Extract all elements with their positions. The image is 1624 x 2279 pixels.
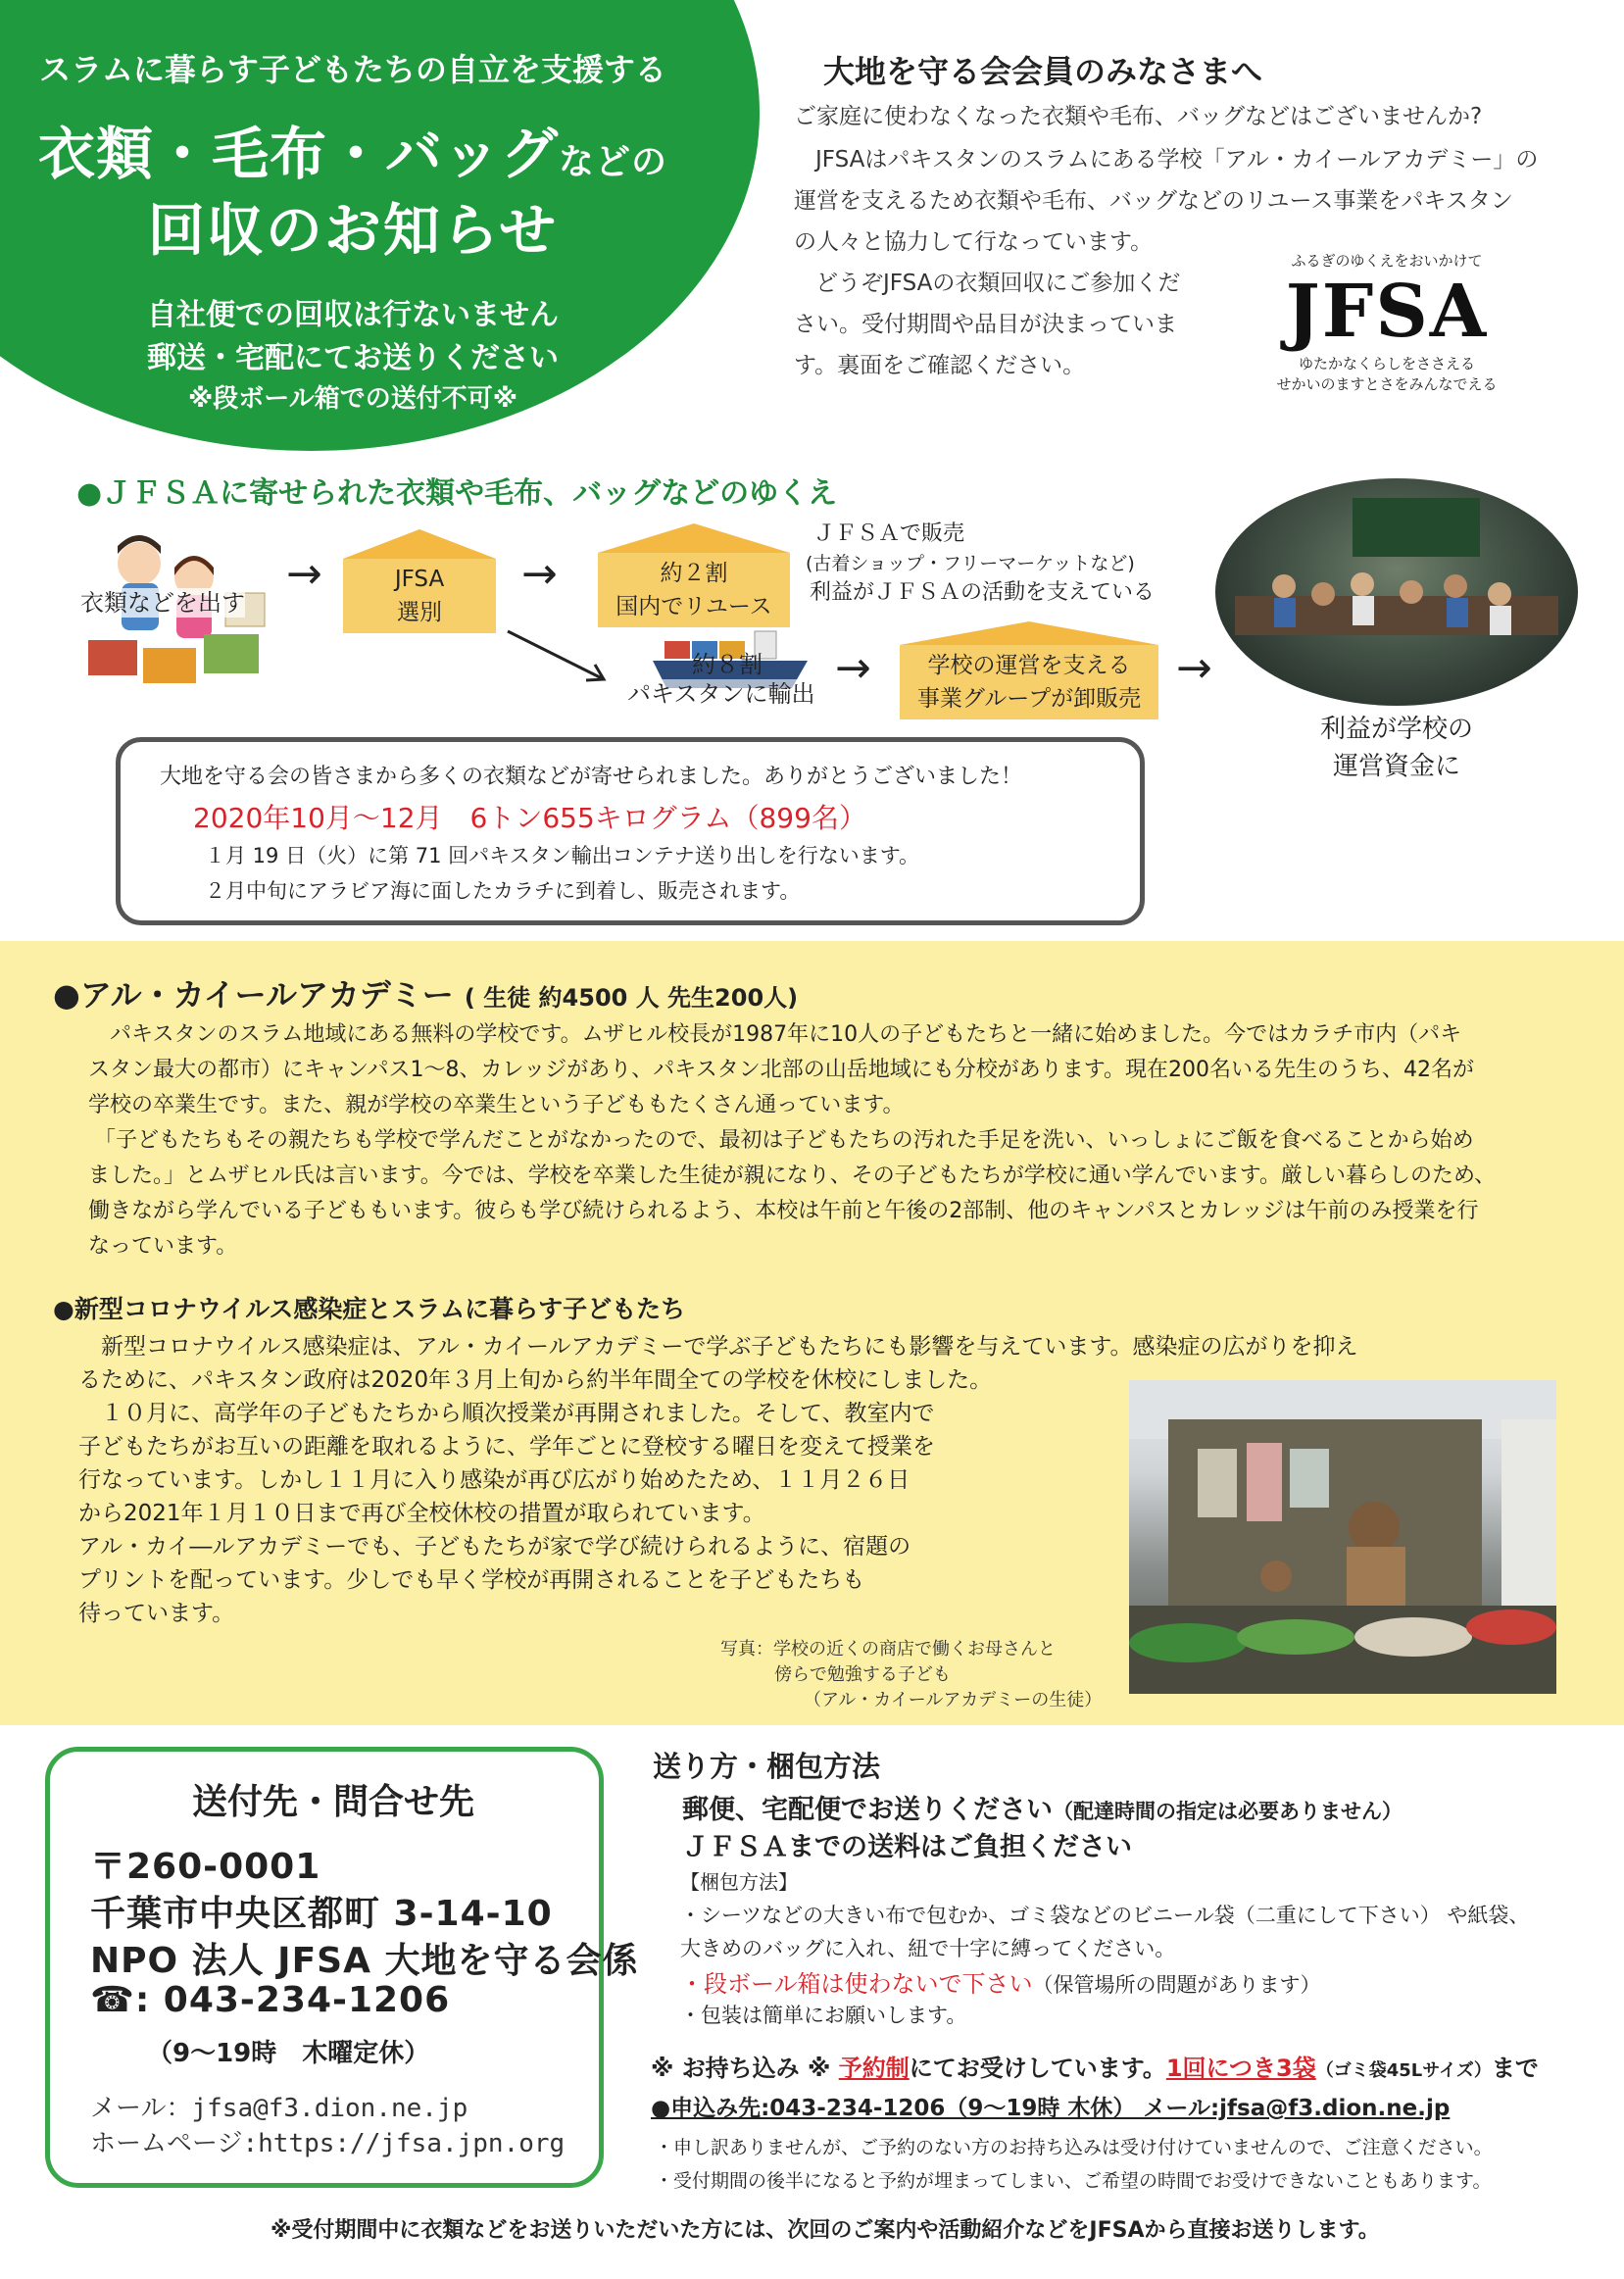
covid-heading: ●新型コロナウイルス感染症とスラムに暮らす子どもたち <box>53 1295 686 1323</box>
thanks-line-1: 大地を守る会の皆さまから多くの衣類などが寄せられました。ありがとうございました！ <box>160 765 1023 789</box>
academy-text-7: なっています。 <box>88 1234 238 1259</box>
intro-heading: 大地を守る会会員のみなさまへ <box>823 53 1263 90</box>
covid-text-7: アル・カイ―ルアカデミーでも、子どもたちが家で学び続けられるように、宿題の <box>78 1534 911 1560</box>
flow-heading: ●ＪＦＳＡに寄せられた衣類や毛布、バッグなどのゆくえ <box>76 476 838 511</box>
logo-top-text: ふるぎのゆくえをおいかけて <box>1291 252 1483 270</box>
logo-bottom-text-2: せかいのますとさをみんなでえる <box>1276 375 1498 393</box>
academy-heading-main: ●アル・カイールアカデミー <box>53 976 454 1014</box>
thanks-line-3: １月 19 日（火）に第 71 回パキスタン輸出コンテナ送り出しを行ないます。 <box>205 844 920 867</box>
covid-text-1: 新型コロナウイルス感染症は、アル・カイールアカデミーで学ぶ子どもたちにも影響を与えています。感染症の広がりを抑え <box>78 1334 1358 1360</box>
bring-in-reservation: 予約制 <box>838 2055 910 2082</box>
thanks-highlight: 2020年10月〜12月 6トン655キログラム（899名） <box>193 802 866 834</box>
apply-contact[interactable]: ●申込み先:043-234-1206（9〜19時 木休） メール:jfsa@f3.dion.ne.jp <box>651 2096 1451 2121</box>
bring-in-line <box>651 2049 1539 2083</box>
send-line-1 <box>682 1788 1403 1826</box>
jfsa-logo <box>1259 250 1514 421</box>
bring-in-text: にてお受けしています。 <box>909 2055 1166 2082</box>
sale-line-1: ＪＦＳＡで販売 <box>813 521 965 546</box>
flow-arrow-2: → <box>521 549 558 599</box>
send-line-2: ＪＦＳＡまでの送料はご負担ください <box>682 1832 1132 1862</box>
pack-line-3-note: （保管場所の問題があります） <box>1032 1973 1321 1997</box>
phone-icon: ☎ <box>90 1980 135 2020</box>
contact-postal: 〒260-0001 <box>90 1847 321 1887</box>
intro-paragraph-3c: す。裏面をご確認ください。 <box>794 353 1086 378</box>
intro-paragraph-2b: 運営を支えるため衣類や毛布、バッグなどのリユース事業をパキスタン <box>794 188 1513 214</box>
contact-website[interactable]: ホームページ:https://jfsa.jpn.org <box>90 2129 566 2158</box>
intro-paragraph-1: ご家庭に使わなくなった衣類や毛布、バッグなどはございませんか? <box>794 104 1483 129</box>
academy-text-5: ました。」とムザヒル氏は言います。今では、学校を卒業した生徒が親になり、その子どもたちが学校に通い学んでいます。厳しい暮らしのため、 <box>88 1164 1497 1188</box>
header-tagline: スラムに暮らす子どもたちの自立を支援する <box>39 51 666 88</box>
step-wholesale-line1: 学校の運営を支える <box>927 653 1131 678</box>
covid-text-9: 待っています。 <box>78 1601 235 1626</box>
flow-arrow-3: → <box>835 643 871 693</box>
shop-caption-line1: 写真：学校の近くの商店で働くお母さんと <box>720 1639 1056 1660</box>
header-title-line2: 回収のお知らせ <box>147 197 559 264</box>
bring-in-until: まで <box>1491 2055 1539 2082</box>
house-body <box>343 559 496 633</box>
house-step-sort <box>343 529 496 633</box>
academy-text-3: 学校の卒業生です。また、親が学校の卒業生という子どももたくさん通っています。 <box>88 1093 905 1117</box>
intro-paragraph-2a: JFSAはパキスタンのスラムにある学校「アル・カイールアカデミー」の <box>815 147 1539 173</box>
shop-caption-line3: （アル・カイールアカデミーの生徒） <box>804 1690 1103 1710</box>
bring-note-1: ・申し訳ありませんが、ご予約のない方のお持ち込みは受け付けていませんので、ご注意ください。 <box>655 2137 1493 2158</box>
intro-paragraph-2c: の人々と協力して行なっています。 <box>794 229 1154 255</box>
contact-tel-number[interactable]: : 043-234-1206 <box>134 1980 451 2020</box>
academy-text-4: 「子どもたちもその親たちも学校で学んだことがなかったので、最初は子どもたちの汚れた手足を洗い、いっしょにご飯を食べることから始め <box>94 1128 1474 1153</box>
step-domestic-line1: 約２割 <box>660 561 728 586</box>
bring-in-bag-size: （ゴミ袋45Lサイズ） <box>1315 2060 1492 2081</box>
house-roof <box>598 523 790 553</box>
step-export-line1: 約８割 <box>692 651 763 678</box>
pack-line-2: 大きめのバッグに入れ、紐で十字に縛ってください。 <box>680 1937 1176 1960</box>
header-notice-3: ※段ボール箱での送付不可※ <box>187 384 518 414</box>
send-line-1-main: 郵便、宅配便でお送りください <box>682 1795 1053 1825</box>
covid-text-3: １０月に、高学年の子どもたちから順次授業が再開されました。そして、教室内で <box>78 1401 935 1426</box>
academy-heading <box>53 970 798 1016</box>
shop-photo <box>1129 1380 1556 1694</box>
academy-text-1: パキスタンのスラム地域にある無料の学校です。ムザヒル校長が1987年に10人の子どもたちと一緒に始めました。今ではカラチ市内（パキ <box>88 1022 1462 1047</box>
classroom-photo <box>1215 478 1578 706</box>
contact-organization: NPO 法人 JFSA 大地を守る会係 <box>90 1941 639 1981</box>
academy-heading-sub: ( 生徒 約4500 人 先生200人) <box>464 984 799 1012</box>
step-sort-line1: JFSA <box>394 567 445 592</box>
header-title-small: などの <box>559 142 668 182</box>
covid-text-6: から2021年１月１０日まで再び全校休校の措置が取られています。 <box>78 1501 765 1526</box>
step-export-line2: パキスタンに輸出 <box>627 680 815 708</box>
step-domestic-line2: 国内でリユース <box>615 594 772 619</box>
pack-line-1: ・シーツなどの大きい布で包むか、ゴミ袋などのビニール袋（二重にして下さい） や紙袋、 <box>680 1904 1530 1927</box>
thanks-line-4: ２月中旬にアラビア海に面したカラチに到着し、販売されます。 <box>205 879 801 903</box>
house-body <box>900 645 1158 719</box>
classroom-caption-line1: 利益が学校の <box>1319 715 1473 744</box>
contact-tel <box>90 1980 450 2020</box>
flow-arrow-4: → <box>1176 643 1212 693</box>
shop-caption-line2: 傍らで勉強する子ども <box>774 1664 951 1685</box>
intro-paragraph-3a: どうぞJFSAの衣類回収にご参加くだ <box>815 271 1181 296</box>
classroom-caption <box>1284 711 1509 785</box>
thanks-box <box>116 737 1145 925</box>
pack-line-3 <box>680 1964 1321 1999</box>
flow-diagonal-arrow <box>504 627 612 686</box>
academy-text-6: 働きながら学んでいる子どももいます。彼らも学び続けられるよう、本校は午前と午後の2部制、他のキャンパスとカレッジは午前のみ授業を行 <box>88 1199 1479 1223</box>
step-sort-line2: 選別 <box>397 600 442 625</box>
flow-arrow-1: → <box>286 549 322 599</box>
sale-line-2: (古着ショップ・フリーマーケットなど) <box>806 553 1135 574</box>
classroom-caption-line2: 運営資金に <box>1332 752 1460 781</box>
header-title-line1 <box>29 108 676 190</box>
logo-name: JFSA <box>1285 270 1489 354</box>
give-label: 衣類などを出す <box>80 589 245 617</box>
sale-line-3: 利益がＪＦＳＡの活動を支えている <box>810 580 1156 605</box>
house-step-wholesale <box>900 621 1158 719</box>
bring-note-2: ・受付期間の後半になると予約が埋まってしまい、ご希望の時間でお受けできないこともあります。 <box>655 2170 1492 2192</box>
house-body <box>598 553 790 627</box>
step-wholesale-line2: 事業グループが卸販売 <box>916 686 1142 712</box>
contact-address: 千葉市中央区都町 3-14-10 <box>90 1894 553 1934</box>
contact-heading: 送付先・問合せ先 <box>192 1782 475 1822</box>
bring-in-limit: 1回につき3袋 <box>1165 2055 1316 2082</box>
send-heading: 送り方・梱包方法 <box>653 1750 881 1783</box>
logo-bottom-text-1: ゆたかなくらしをささえる <box>1298 355 1475 372</box>
house-step-domestic <box>598 523 790 627</box>
footer-note: ※受付期間中に衣類などをお送りいただいた方には、次回のご案内や活動紹介などをJFSAから直接お送りします。 <box>271 2218 1380 2243</box>
header-title-main: 衣類・毛布・バッグ <box>37 121 559 187</box>
intro-paragraph-3b: さい。受付期間や品目が決まっていま <box>794 312 1177 337</box>
contact-hours: （9〜19時 木曜定休） <box>147 2039 430 2068</box>
academy-text-2: スタン最大の都市）にキャンパス1〜8、カレッジがあり、パキスタン北部の山岳地域にも分校があります。現在200名いる先生のうち、42名が <box>88 1058 1475 1082</box>
pack-line-3-warning: ・段ボール箱は使わないで下さい <box>680 1970 1033 1998</box>
bring-in-label: ※ お持ち込み ※ <box>651 2055 839 2082</box>
covid-text-5: 行なっています。しかし１１月に入り感染が再び広がり始めたため、１１月２６日 <box>78 1467 910 1493</box>
contact-email[interactable]: メール：jfsa@f3.dion.ne.jp <box>90 2094 468 2123</box>
covid-text-2: るために、パキスタン政府は2020年３月上旬から約半年間全ての学校を休校にしました。 <box>78 1367 993 1393</box>
covid-text-4: 子どもたちがお互いの距離を取れるように、学年ごとに登校する曜日を変えて授業を <box>78 1434 935 1460</box>
covid-text-8: プリントを配っています。少しでも早く学校が再開されることを子どもたちも <box>78 1567 865 1593</box>
house-roof <box>900 621 1158 645</box>
header-notice-2: 郵送・宅配にてお送りください <box>147 341 559 375</box>
send-line-1-note: （配達時間の指定は必要ありません） <box>1053 1800 1403 1823</box>
shop-photo-caption <box>706 1637 1127 1713</box>
pack-heading: 【梱包方法】 <box>680 1870 798 1894</box>
header-notice-1: 自社便での回収は行ないません <box>147 298 559 332</box>
house-roof <box>343 529 496 559</box>
pack-line-4: ・包装は簡単にお願いします。 <box>680 2004 967 2027</box>
